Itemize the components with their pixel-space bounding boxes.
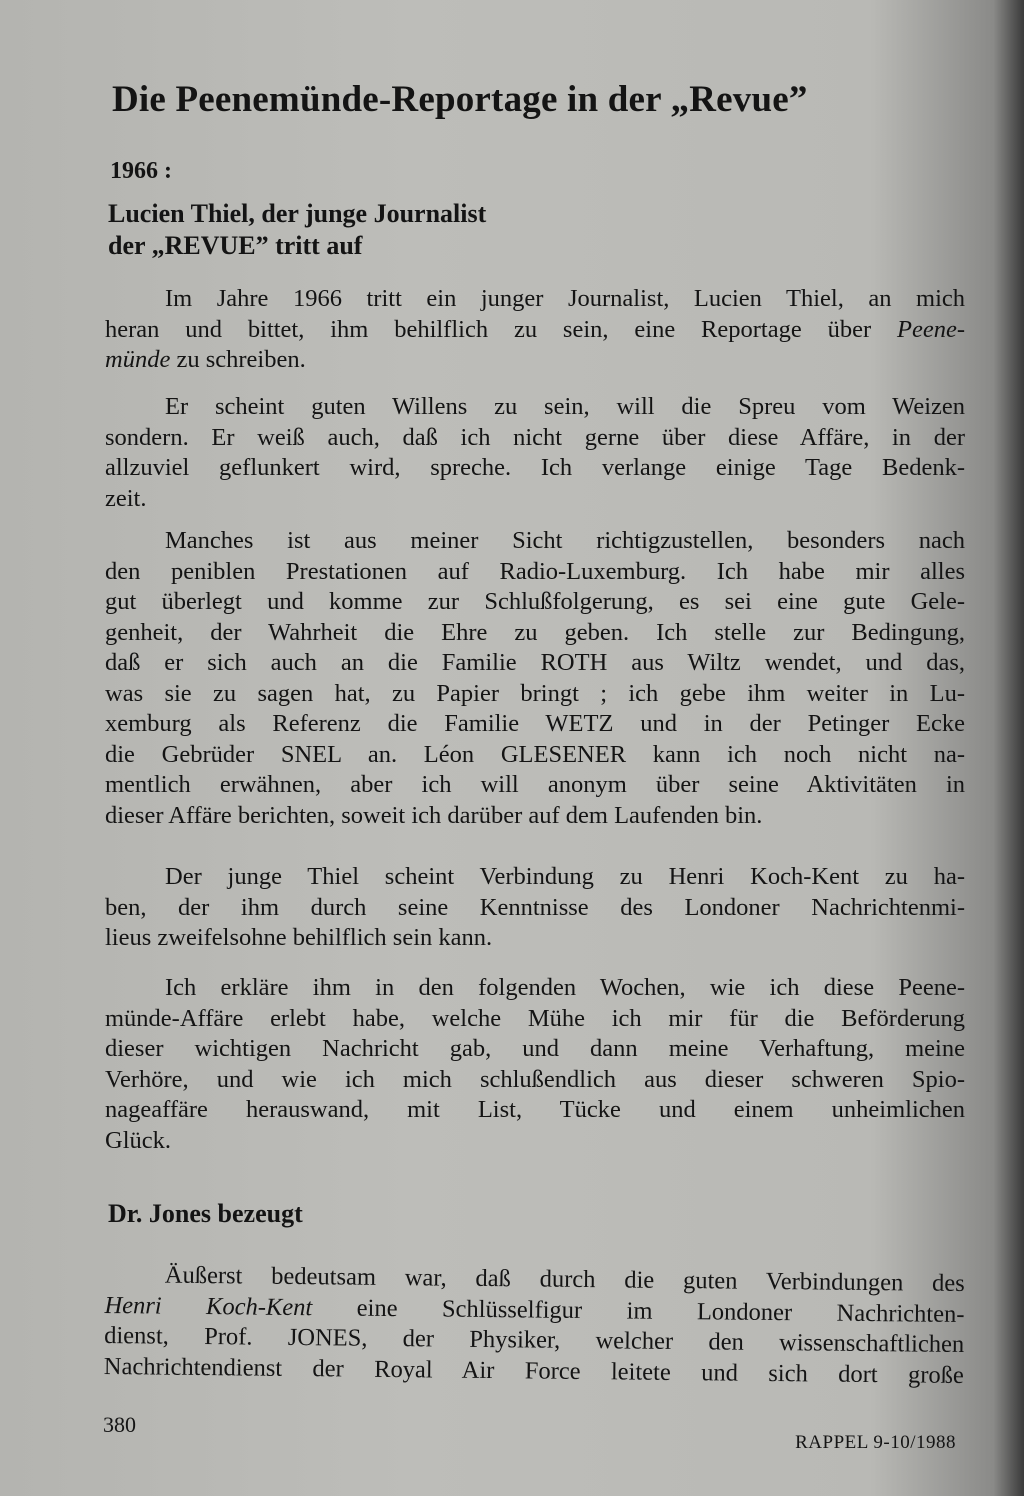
- paragraph: [105, 284, 965, 376]
- text-run: münde-Affäre erlebt habe, welche Mühe ich mir für die Beförderung: [105, 1004, 965, 1032]
- text-line: [105, 284, 965, 315]
- text-run: eine Schlüsselfigur im Londoner Nachrichten-: [312, 1293, 965, 1328]
- text-run: ben, der ihm durch seine Kenntnisse des Londoner Nachrichtenmi-: [105, 893, 965, 921]
- text-run: daß er sich auch an die Familie ROTH aus Wiltz wendet, und das,: [105, 649, 965, 676]
- text-line: [105, 1034, 965, 1065]
- text-line: [105, 453, 965, 484]
- heading-line: der „REVUE” tritt auf: [108, 231, 363, 260]
- text-run: allzuviel geflunkert wird, spreche. Ich verlange einige Tage Bedenk-: [105, 454, 965, 481]
- text-run: Äußerst bedeutsam war, daß durch die guten Verbindungen des: [164, 1261, 965, 1298]
- text-line: [105, 740, 965, 771]
- text-line: [105, 526, 965, 557]
- text-run: Nachrichtendienst der Royal Air Force leitete und sich dort große: [103, 1352, 964, 1389]
- text-run: Glück.: [105, 1126, 171, 1154]
- text-line: [105, 423, 965, 454]
- year-label: 1966 :: [110, 158, 172, 184]
- heading-line: Lucien Thiel, der junge Journalist: [108, 199, 487, 228]
- text-run: Manches ist aus meiner Sicht richtigzustellen, besonders nach: [165, 527, 965, 554]
- text-run: heran und bittet, ihm behilflich zu sein, eine Reportage über: [105, 315, 897, 343]
- text-line: [105, 709, 965, 740]
- text-run: mentlich erwähnen, aber ich will anonym über seine Aktivitäten in: [105, 771, 965, 798]
- text-line: [105, 345, 965, 376]
- page-title: Die Peenemünde-Reportage in der „Revue”: [112, 79, 808, 120]
- text-line: [105, 1065, 965, 1096]
- text-line: [105, 923, 965, 954]
- text-run: den peniblen Prestationen auf Radio-Luxemburg. Ich habe mir alles: [105, 557, 965, 585]
- text-run: genheit, der Wahrheit die Ehre zu geben. Ich stelle zur Bedingung,: [105, 618, 965, 646]
- text-line: [105, 484, 965, 515]
- section-heading-jones: Dr. Jones bezeugt: [108, 1199, 303, 1228]
- text-line: [105, 587, 965, 618]
- text-run: lieus zweifelsohne behilflich sein kann.: [105, 924, 493, 951]
- text-run: zeit.: [105, 484, 147, 512]
- paragraph: [105, 973, 965, 1156]
- text-line: [105, 1095, 965, 1126]
- text-run: Verhöre, und wie ich mich schlußendlich aus dieser schweren Spio-: [105, 1065, 965, 1093]
- footer-source: RAPPEL 9-10/1988: [795, 1432, 956, 1453]
- text-line: [105, 618, 965, 649]
- text-run: was sie zu sagen hat, zu Papier bringt ; ich gebe ihm weiter in Lu-: [105, 679, 965, 707]
- text-run: zu schreiben.: [170, 346, 306, 373]
- section-heading-thiel: [108, 198, 486, 262]
- text-run: Ich erkläre ihm in den folgenden Wochen, wie ich diese Peene-: [165, 974, 965, 1001]
- paragraph: [105, 526, 965, 831]
- text-run: gut überlegt und komme zur Schlußfolgerung, es sei eine gute Gele-: [105, 588, 965, 615]
- text-run: xemburg als Referenz die Familie WETZ und in der Petinger Ecke: [105, 710, 965, 737]
- paragraph: [105, 392, 965, 514]
- text-run: Der junge Thiel scheint Verbindung zu Henri Koch-Kent zu ha-: [165, 863, 965, 890]
- page-number: 380: [103, 1412, 136, 1437]
- text-line: [105, 1126, 965, 1157]
- text-line: [105, 557, 965, 588]
- text-run: dienst, Prof. JONES, der Physiker, welcher den wissenschaftlichen: [104, 1321, 965, 1359]
- text-run: dieser Affäre berichten, soweit ich darüber auf dem Laufenden bin.: [105, 801, 763, 829]
- text-line: [105, 893, 965, 924]
- paragraph: [104, 1260, 965, 1391]
- text-run: nageaffäre herauswand, mit List, Tücke und einem unheimlichen: [105, 1096, 965, 1123]
- text-line: [105, 770, 965, 801]
- paragraph: [105, 862, 965, 954]
- text-run: die Gebrüder SNEL an. Léon GLESENER kann ich noch nicht na-: [105, 740, 965, 768]
- text-line: [105, 801, 965, 832]
- text-run: dieser wichtigen Nachricht gab, und dann meine Verhaftung, meine: [105, 1035, 965, 1062]
- text-line: [105, 315, 965, 346]
- text-run: Im Jahre 1966 tritt ein junger Journalist, Lucien Thiel, an mich: [165, 285, 965, 312]
- text-run: Er scheint guten Willens zu sein, will die Spreu vom Weizen: [165, 393, 965, 420]
- text-line: [105, 679, 965, 710]
- text-run: sondern. Er weiß auch, daß ich nicht gerne über diese Affäre, in der: [105, 423, 965, 451]
- text-line: [105, 973, 965, 1004]
- text-line: [105, 648, 965, 679]
- italic-text: münde: [105, 346, 171, 373]
- text-line: [105, 392, 965, 423]
- text-line: [105, 862, 965, 893]
- italic-text: Peene-: [897, 315, 965, 343]
- text-line: [105, 1004, 965, 1035]
- italic-text: Henri Koch-Kent: [104, 1291, 313, 1321]
